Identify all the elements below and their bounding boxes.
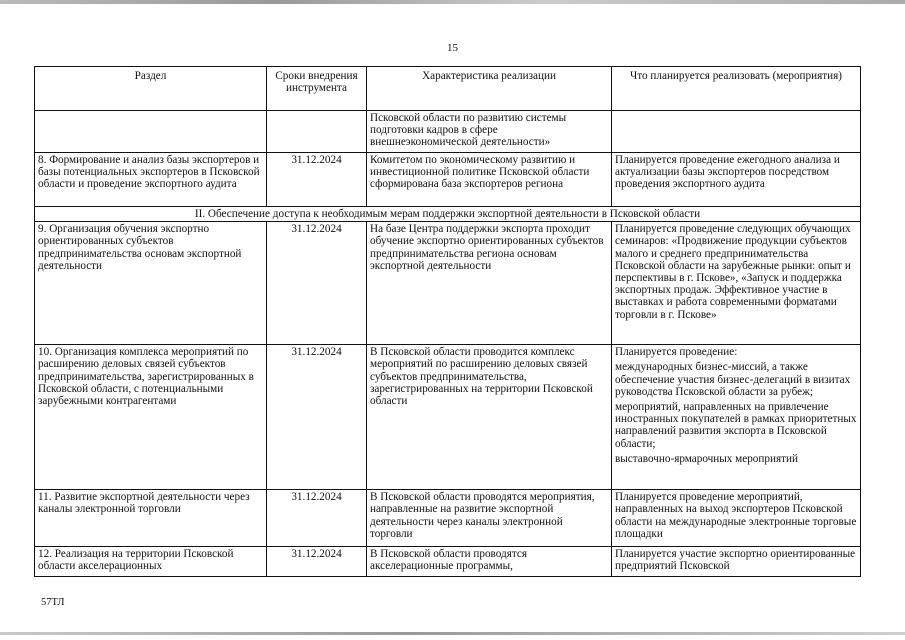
cell-planned <box>612 111 861 153</box>
header-characteristic: Характеристика реализации <box>367 67 612 111</box>
cell-characteristic: В Псковской области проводятся мероприятия, направленные на развитие экспортной деятельности через каналы электронной торговли <box>367 490 612 547</box>
table-row <box>35 153 861 207</box>
cell-deadline <box>267 111 367 153</box>
cell-section: 9. Организация обучения экспортно ориентированных субъектов предпринимательства основам экспортной деятельности <box>35 222 267 345</box>
planned-paragraph: выставочно-ярмарочных мероприятий <box>615 452 798 465</box>
planned-paragraph: Планируется проведение мероприятий, направленных на выход экспортеров Псковской области на международные электронные торговые площадки <box>615 491 857 540</box>
planned-paragraph: Планируется участие экспортно ориентированные предприятий Псковской <box>615 548 856 573</box>
cell-characteristic: В Псковской области проводятся акселерационные программы, <box>367 547 612 577</box>
cell-section <box>35 111 267 153</box>
planned-paragraph: международных бизнес-миссий, а также обеспечение участия бизнес-делегаций в визитах руководства Псковской области за рубеж; <box>615 361 851 398</box>
table-row <box>35 490 861 547</box>
cell-planned <box>612 222 861 345</box>
table-header-row <box>35 67 861 111</box>
header-planned: Что планируется реализовать (мероприятия) <box>612 67 861 111</box>
header-section: Раздел <box>35 67 267 111</box>
cell-planned <box>612 345 861 490</box>
cell-deadline: 31.12.2024 <box>267 222 367 345</box>
cell-characteristic: На базе Центра поддержки экспорта проходит обучение экспортно ориентированных субъектов предпринимательства региона основам экспортной деятельности <box>367 222 612 345</box>
cell-section: 8. Формирование и анализ базы экспортеров и базы потенциальных экспортеров в Псковской области и проведение экспортного аудита <box>35 153 267 207</box>
planned-paragraph: мероприятий, направленных на привлечение иностранных покупателей в рамках приоритетных направлений развития экспорта в Псковской области; <box>615 401 857 450</box>
planned-paragraph: Планируется проведение: <box>615 346 738 359</box>
cell-characteristic: Псковской области по развитию системы подготовки кадров в сфере внешнеэкономической деятельности» <box>367 111 612 153</box>
planned-paragraph: Планируется проведение ежегодного анализа и актуализации базы экспортеров посредством проведения экспортного аудита <box>615 154 840 191</box>
cell-section: 12. Реализация на территории Псковской области акселерационных <box>35 547 267 577</box>
table-row <box>35 345 861 490</box>
cell-deadline: 31.12.2024 <box>267 345 367 490</box>
section-heading-row <box>35 207 861 222</box>
cell-deadline: 31.12.2024 <box>267 547 367 577</box>
footer-code: 57ТЛ <box>41 597 65 608</box>
cell-deadline: 31.12.2024 <box>267 490 367 547</box>
cell-section: 10. Организация комплекса мероприятий по расширению деловых связей субъектов предпринимательства, зарегистрированных в Псковской области, с потенциальными зарубежными контрагентами <box>35 345 267 490</box>
cell-planned <box>612 153 861 207</box>
cell-section: 11. Развитие экспортной деятельности через каналы электронной торговли <box>35 490 267 547</box>
table-row-continuation <box>35 111 861 153</box>
table-row <box>35 222 861 345</box>
cell-characteristic: Комитетом по экономическому развитию и инвестиционной политике Псковской области сформирована база экспортеров региона <box>367 153 612 207</box>
table-row <box>35 547 861 577</box>
header-deadline: Сроки внедрения инструмента <box>267 67 367 111</box>
cell-characteristic: В Псковской области проводится комплекс мероприятий по расширению деловых связей субъектов предпринимательства, зарегистрированных на территории Псковской области <box>367 345 612 490</box>
planned-paragraph: Планируется проведение следующих обучающих семинаров: «Продвижение продукции субъектов малого и среднего предпринимательства Псковской области на зарубежные рынки: опыт и перспективы в г. Пскове», «Запуск и поддержка экспортных продаж. Эффективное участие в выставках и работа современными форматами торговли в г. Пскове» <box>615 223 851 321</box>
page-number: 15 <box>447 42 458 54</box>
cell-planned <box>612 547 861 577</box>
scan-edge-bottom <box>0 632 905 635</box>
measures-table <box>34 66 861 577</box>
cell-planned <box>612 490 861 547</box>
scan-edge-top <box>0 0 905 4</box>
cell-deadline: 31.12.2024 <box>267 153 367 207</box>
section-heading: II. Обеспечение доступа к необходимым мерам поддержки экспортной деятельности в Псковской области <box>35 207 861 222</box>
